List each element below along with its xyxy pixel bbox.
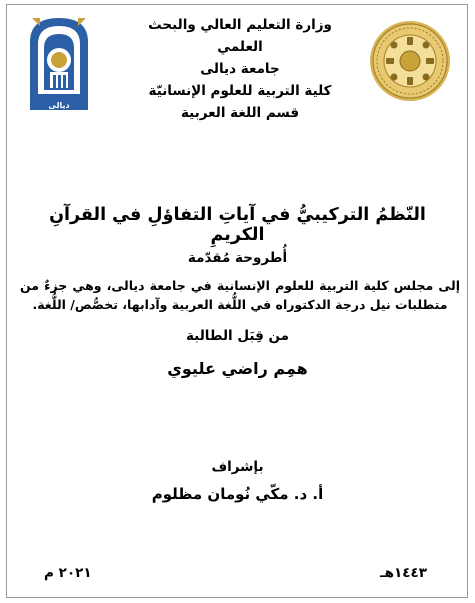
logo-text: ديالى: [48, 101, 70, 110]
diyala-university-logo: [24, 12, 94, 112]
department-name: قسم اللغة العربية: [180, 105, 300, 121]
by-label: من قِبَل الطالبة: [186, 328, 289, 344]
gregorian-date: ٢٠٢١ م: [44, 565, 92, 581]
college-name: كلية التربية للعلوم الإنسانيّة: [148, 83, 332, 99]
student-name: همِم راضي عليوي: [167, 359, 308, 378]
college-seal: [369, 20, 451, 102]
ministry-name: وزارة التعليم العالي والبحث العلمي: [148, 17, 332, 55]
thesis-title: النّظمُ التركيبيُّ في آياتِ التفاؤلِ في القرآنِ الكريمِ: [49, 205, 426, 245]
thesis-statement: إلى مجلس كلية التربية للعلوم الإنسانية في جامعة ديالى، وهي جزءٌ من متطلبات نيل درجة الدكتوراه في اللُّغة العربية وآدابها، تخصُّص/ اللُّغة.: [20, 278, 460, 312]
supervision-label: بإشراف: [211, 459, 264, 475]
institution-header: [140, 14, 340, 124]
supervisor-name: أ. د. مكّي نُومان مظلوم: [151, 485, 324, 503]
hijri-date: ١٤٤٣هـ: [380, 565, 427, 581]
thesis-type: أُطروحة مُقدّمة: [187, 250, 288, 266]
university-name: جامعة ديالى: [200, 61, 280, 77]
